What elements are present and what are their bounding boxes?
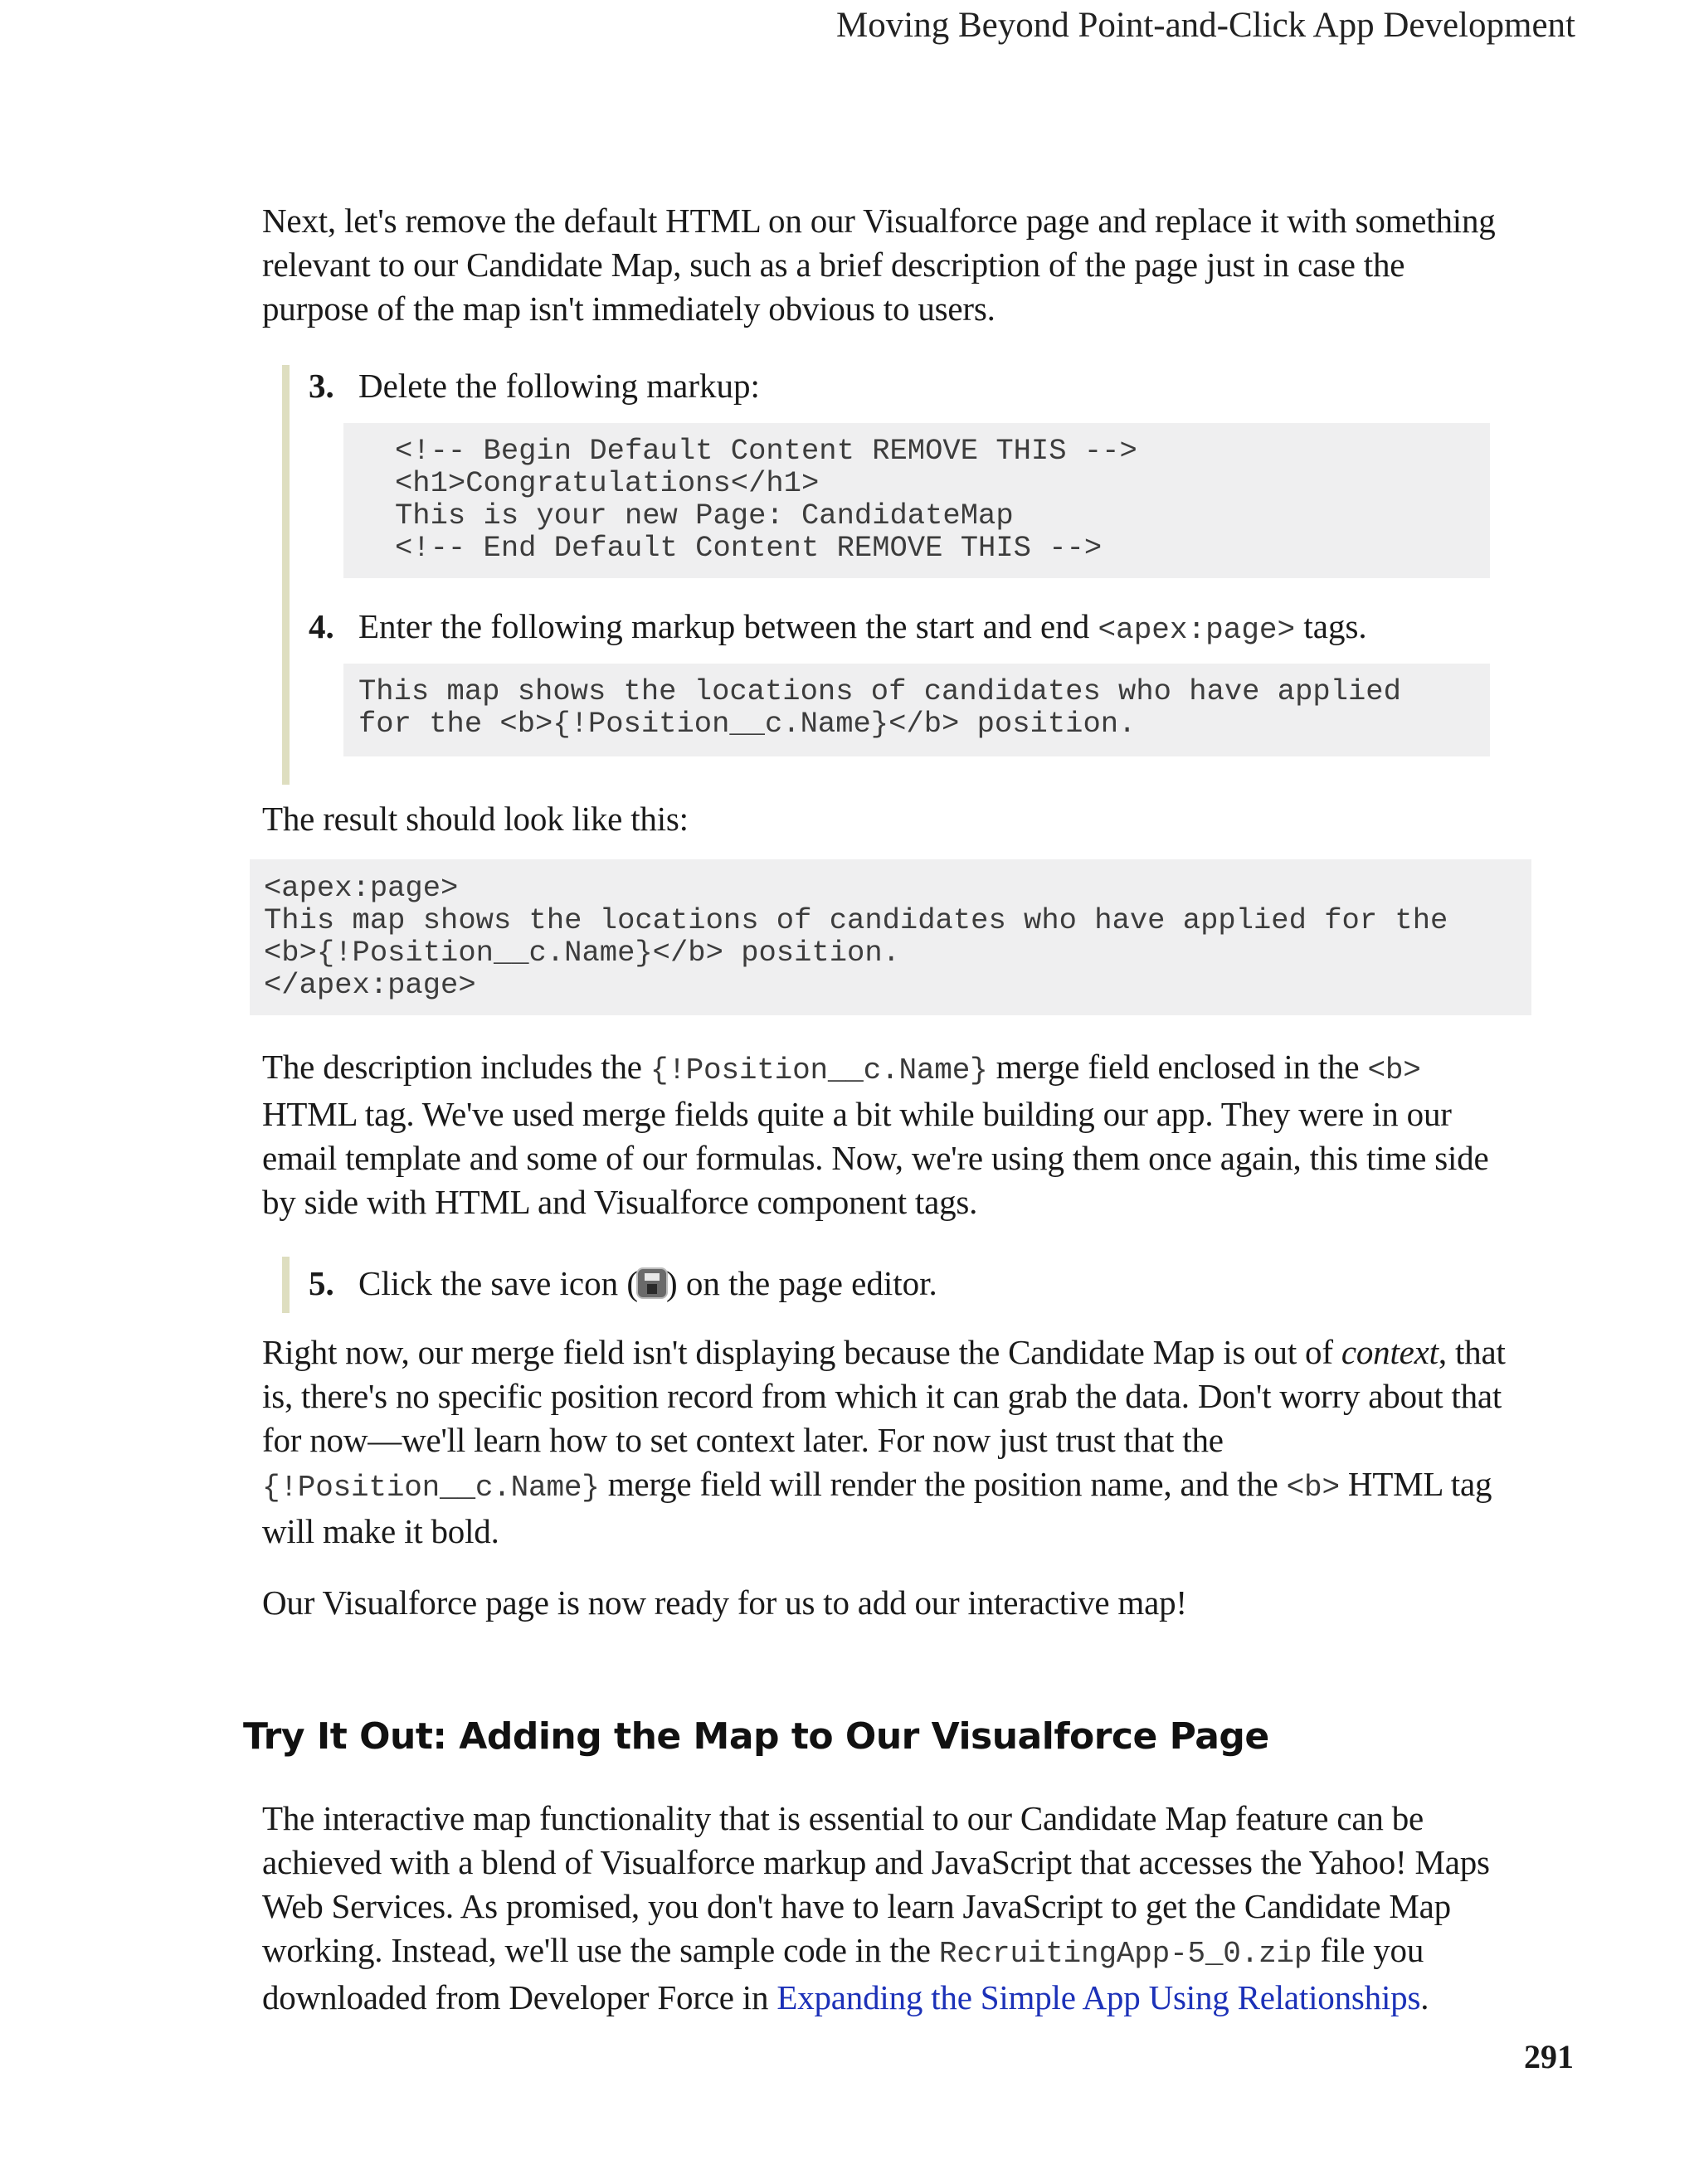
step-text-end: ) on the page editor. (666, 1264, 937, 1302)
text-span: HTML tag will make it bold. (262, 1465, 1492, 1550)
text-span: The description includes the (262, 1048, 650, 1086)
step-text: Delete the following markup: (358, 367, 760, 405)
step-text-end: tags. (1295, 607, 1367, 645)
inline-code: <b> (1286, 1471, 1340, 1505)
page-number: 291 (1524, 2038, 1574, 2075)
context-paragraph (262, 1330, 1519, 1554)
text-span: merge field enclosed in the (987, 1048, 1368, 1086)
result-intro: The result should look like this: (262, 800, 689, 838)
intro-paragraph: Next, let's remove the default HTML on our Visualforce page and replace it with something relevant to our Candidate Map, such as a brief description of the page just in case the purpose of the map isn't immediately obvious to users. (262, 202, 1496, 328)
code-block-result: <apex:page> This map shows the locations of candidates who have applied for the <b>{!Position__c.Name}</b> position. </apex:page> (250, 859, 1531, 1015)
step-5 (309, 1262, 937, 1306)
text-span: , that is, there's no specific position record from which it can grab the data. Don't worry about that for now—we'll learn how to set context later. For now just trust that the (262, 1333, 1506, 1459)
text-span: The interactive map functionality that is essential to our Candidate Map feature can be achieved with a blend of Visualforce markup and JavaScript that accesses the Yahoo! Maps Web Services. As promised, you don't have to learn JavaScript to get the Candidate Map working. Instead, we'll use the sample code in the (262, 1799, 1490, 1969)
text-span: Right now, our merge field isn't displaying because the Candidate Map is out of (262, 1333, 1341, 1371)
save-icon (638, 1269, 666, 1297)
code-block-enter: This map shows the locations of candidates who have applied for the <b>{!Position__c.Name}</b> position. (343, 664, 1490, 756)
step-text: Click the save icon ( (358, 1264, 639, 1302)
code-block-delete: <!-- Begin Default Content REMOVE THIS --> <h1>Congratulations</h1> This is your new Page: CandidateMap <!-- End Default Content REMOVE THIS --> (343, 423, 1490, 578)
step-group-bar (282, 365, 290, 785)
description-paragraph (262, 1045, 1519, 1224)
step-number: 3. (309, 367, 334, 405)
inline-code: {!Position__c.Name} (262, 1471, 600, 1505)
text-span: HTML tag. We've used merge fields quite a bit while building our app. They were in our email template and some of our formulas. Now, we're using them once again, this time side by side with HTML and Visualforce component tags. (262, 1095, 1489, 1221)
step-3 (309, 364, 760, 408)
text-span: file you downloaded from Developer Force in (262, 1931, 1424, 2016)
relationships-link[interactable]: Expanding the Simple App Using Relationships (776, 1978, 1421, 2016)
running-head: Moving Beyond Point-and-Click App Development (836, 6, 1575, 45)
inline-code: {!Position__c.Name} (650, 1053, 988, 1087)
inline-code: <apex:page> (1098, 613, 1296, 647)
section-heading: Try It Out: Adding the Map to Our Visualforce Page (243, 1715, 1269, 1758)
text-span: . (1420, 1978, 1429, 2016)
step-text: Enter the following markup between the start and end (358, 607, 1098, 645)
map-paragraph (262, 1797, 1519, 2020)
step-5-bar (282, 1257, 290, 1313)
step-4 (309, 605, 1367, 652)
emphasis: context (1341, 1333, 1439, 1371)
text-span: merge field will render the position name, and the (599, 1465, 1287, 1503)
step-number: 4. (309, 607, 334, 645)
inline-code: <b> (1367, 1053, 1421, 1087)
inline-code: RecruitingApp-5_0.zip (938, 1937, 1312, 1971)
ready-paragraph: Our Visualforce page is now ready for us to add our interactive map! (262, 1583, 1187, 1622)
step-number: 5. (309, 1264, 334, 1302)
